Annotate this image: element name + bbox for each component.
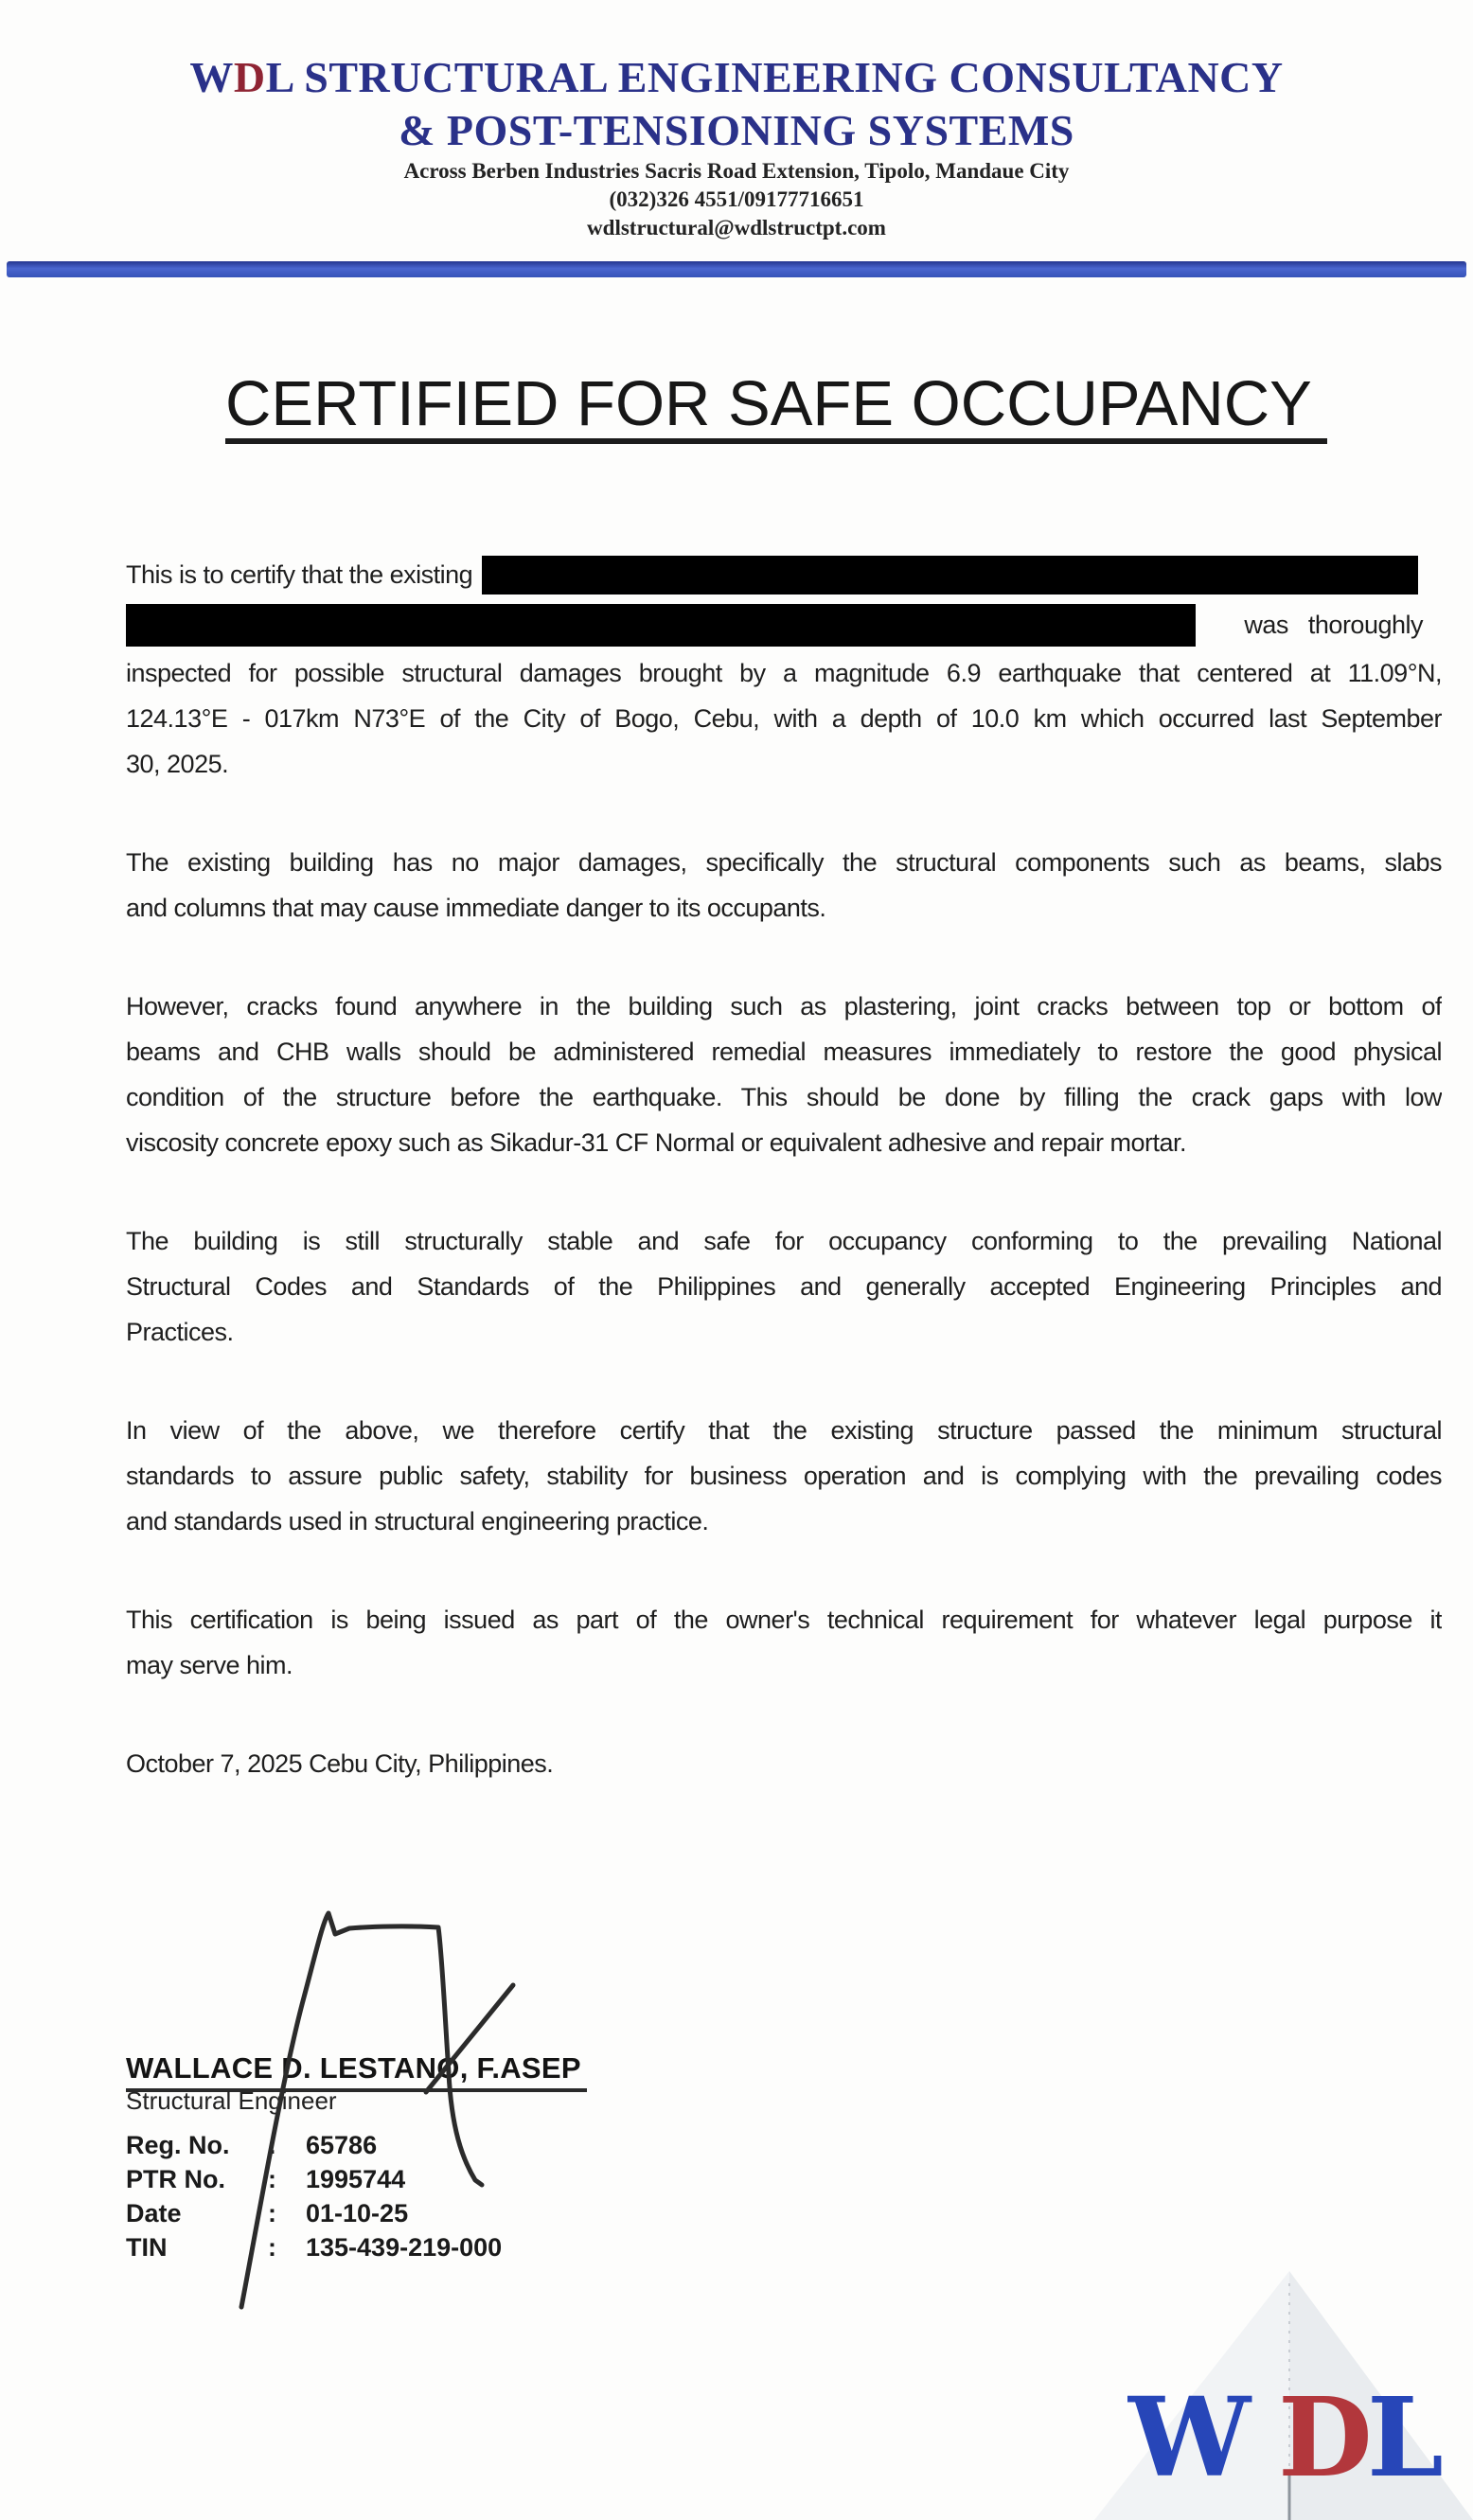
signatory-name: WALLACE D. LESTANO, F.ASEP <box>126 2051 587 2092</box>
body-line: The existing building has no major damages, specifically the structural components such as beams, slabs <box>126 848 1442 877</box>
body-line: Structural Codes and Standards of the Philippines and generally accepted Engineering Principles and <box>126 1272 1442 1301</box>
credential-colon: : <box>268 2199 276 2227</box>
body-line: beams and CHB walls should be administered remedial measures immediately to restore the good physical <box>126 1038 1442 1066</box>
wdl-logo <box>1066 2245 1473 2520</box>
credential-value: 135-439-219-000 <box>306 2233 503 2262</box>
company-name-rest: STRUCTURAL ENGINEERING CONSULTANCY <box>293 53 1284 101</box>
body-text: was thoroughly <box>1244 611 1423 639</box>
paragraph <box>126 1218 1442 1355</box>
credential-label: TIN <box>126 2233 168 2262</box>
logo-letter-l: L <box>1367 2374 1444 2502</box>
credential-colon: : <box>268 2165 276 2193</box>
paragraph <box>126 984 1442 1165</box>
document-body <box>126 550 1442 1786</box>
company-initial-d: D <box>233 53 266 101</box>
signatory-role: Structural Engineer <box>126 2086 337 2115</box>
credential-colon: : <box>268 2131 276 2159</box>
body-line: This certification is being issued as part of the owner's technical requirement for whatever legal purpose it <box>126 1606 1442 1634</box>
credential-value: 1995744 <box>306 2165 406 2193</box>
company-name-line2: & POST-TENSIONING SYSTEMS <box>399 106 1074 154</box>
credential-label: Reg. No. <box>126 2131 230 2159</box>
body-line: 124.13°E - 017km N73°E of the City of Bogo, Cebu, with a depth of 10.0 km which occurred last September <box>126 704 1442 733</box>
body-line: inspected for possible structural damages brought by a magnitude 6.9 earthquake that centered at 11.09°N, <box>126 659 1442 687</box>
logo-letter-d: D <box>1278 2374 1373 2502</box>
body-line: standards to assure public safety, stability for business operation and is complying with the prevailing codes <box>126 1462 1442 1490</box>
credential-label: PTR No. <box>126 2165 225 2193</box>
body-line: and standards used in structural engineering practice. <box>126 1507 709 1535</box>
company-initial-w: W <box>189 53 234 101</box>
paragraph <box>126 1597 1442 1688</box>
paragraph <box>126 1741 1442 1786</box>
body-line: viscosity concrete epoxy such as Sikadur-31 CF Normal or equivalent adhesive and repair mortar. <box>126 1128 1187 1157</box>
paragraph <box>126 1408 1442 1544</box>
body-line: condition of the structure before the earthquake. This should be done by filling the crack gaps with low <box>126 1083 1442 1111</box>
credential-value: 65786 <box>306 2131 378 2159</box>
credentials-table <box>126 2128 502 2264</box>
body-line <box>126 599 1442 650</box>
credential-row <box>126 2128 502 2162</box>
credential-row <box>126 2162 502 2196</box>
body-line: and columns that may cause immediate danger to its occupants. <box>126 894 826 922</box>
body-text: This is to certify that the existing <box>126 560 473 589</box>
body-line: However, cracks found anywhere in the building such as plastering, joint cracks between top or bottom of <box>126 992 1442 1020</box>
company-email: wdlstructural@wdlstructpt.com <box>587 216 886 240</box>
redaction-block <box>126 604 1196 647</box>
credential-label: Date <box>126 2199 182 2227</box>
body-line <box>126 550 1442 599</box>
company-name-line1 <box>0 51 1473 104</box>
company-initial-l: L <box>265 53 293 101</box>
company-address: Across Berben Industries Sacris Road Extension, Tipolo, Mandaue City <box>403 159 1070 183</box>
header-divider-rule <box>7 261 1466 277</box>
paragraph <box>126 840 1442 931</box>
logo-letter-w: W <box>1128 2374 1251 2502</box>
body-line: 30, 2025. <box>126 750 229 778</box>
body-line: October 7, 2025 Cebu City, Philippines. <box>126 1749 554 1778</box>
body-line: Practices. <box>126 1318 234 1346</box>
body-line: may serve him. <box>126 1651 293 1679</box>
redaction-block <box>482 556 1418 595</box>
credential-row <box>126 2230 502 2264</box>
body-line: In view of the above, we therefore certify that the existing structure passed the minimum structural <box>126 1416 1442 1445</box>
paragraph <box>126 550 1442 787</box>
credential-value: 01-10-25 <box>306 2199 409 2227</box>
document-title: CERTIFIED FOR SAFE OCCUPANCY <box>225 371 1327 444</box>
credential-row <box>126 2196 502 2230</box>
letterhead <box>0 51 1473 242</box>
body-line: The building is still structurally stable and safe for occupancy conforming to the prevailing National <box>126 1227 1442 1255</box>
credential-colon: : <box>268 2233 276 2262</box>
company-phone: (032)326 4551/09177716651 <box>609 187 864 211</box>
